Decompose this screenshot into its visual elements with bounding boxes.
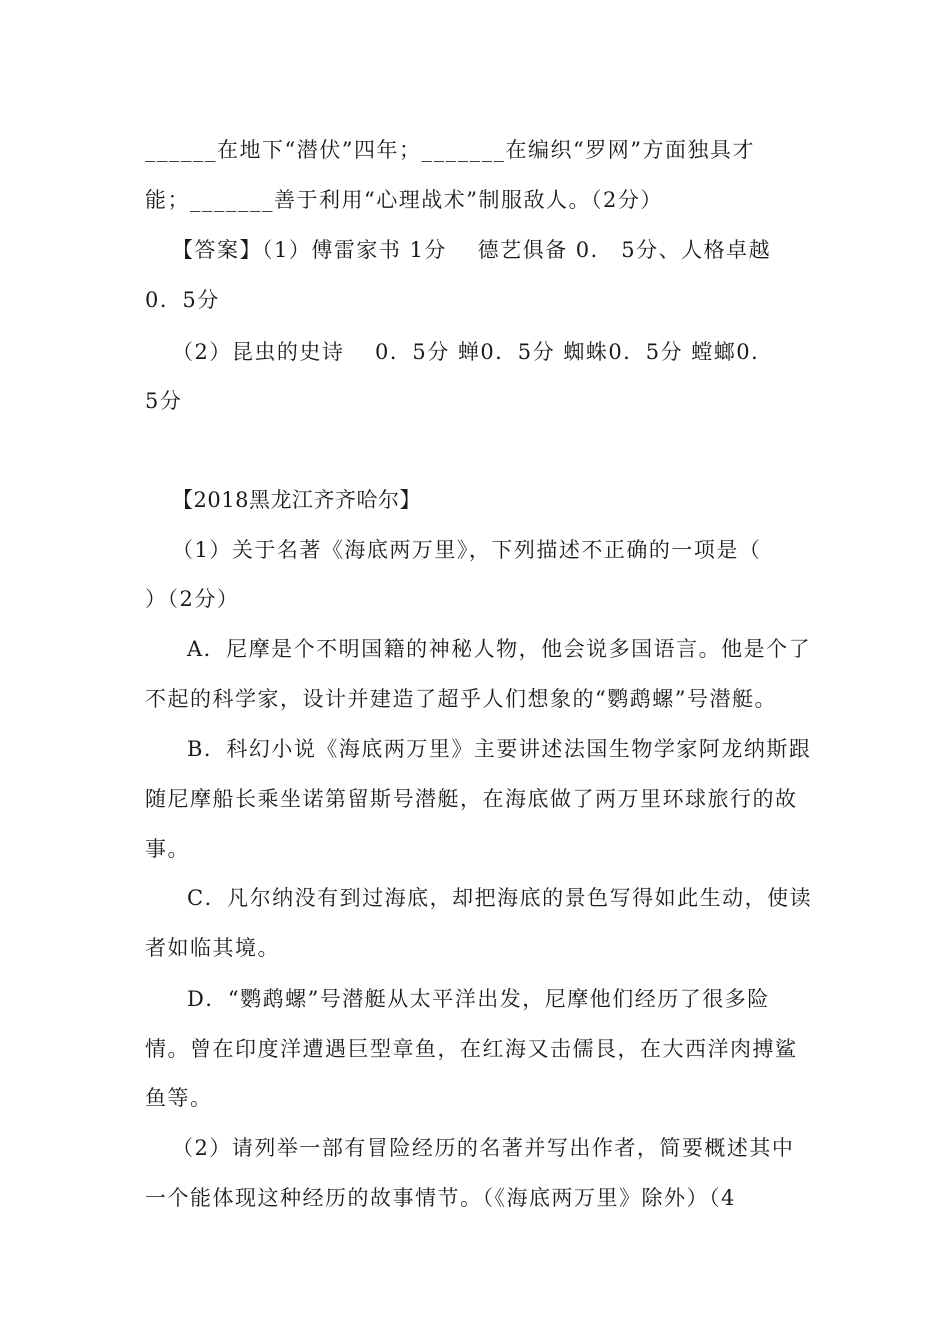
question-line: （1）关于名著《海底两万里》，下列描述不正确的一项是（	[172, 538, 762, 562]
option-a-line: A．尼摩是个不明国籍的神秘人物，他会说多国语言。他是个了	[187, 637, 812, 661]
answer-line: 5分	[145, 389, 183, 413]
question-line: 一个能体现这种经历的故事情节。（《海底两万里》除外）（4	[145, 1186, 736, 1210]
question-line: （2）请列举一部有冒险经历的名著并写出作者，简要概述其中	[172, 1136, 795, 1160]
option-b-line: 随尼摩船长乘坐诺第留斯号潜艇，在海底做了两万里环球旅行的故	[145, 787, 798, 811]
answer-line: 0．5分	[145, 288, 220, 312]
section-heading: 【2018黑龙江齐齐哈尔】	[172, 488, 421, 512]
option-d-line: 鱼等。	[145, 1086, 213, 1110]
option-d-line: 情。曾在印度洋遭遇巨型章鱼，在红海又击儒艮，在大西洋肉搏鲨	[145, 1037, 798, 1061]
text-line: 能；_______善于利用“心理战术”制服敌人。（2分）	[145, 188, 663, 212]
text-line: ______在地下“潜伏”四年；_______在编织“罗网”方面独具才	[145, 138, 755, 162]
option-a-line: 不起的科学家，设计并建造了超乎人们想象的“鹦鹉螺”号潜艇。	[145, 687, 777, 711]
option-b-line: 事。	[145, 837, 190, 861]
answer-line: （2）昆虫的史诗 0．5分 蝉0．5分 蜘蛛0．5分 螳螂0．	[172, 340, 774, 364]
option-d-line: D．“鹦鹉螺”号潜艇从太平洋出发，尼摩他们经历了很多险	[187, 987, 770, 1011]
option-c-line: 者如临其境。	[145, 936, 280, 960]
answer-line: 【答案】（1）傅雷家书 1分 德艺俱备 0． 5分、人格卓越	[172, 238, 772, 262]
question-line: ）（2分）	[145, 587, 240, 611]
option-c-line: C．凡尔纳没有到过海底，却把海底的景色写得如此生动，使读	[187, 886, 813, 910]
option-b-line: B．科幻小说《海底两万里》主要讲述法国生物学家阿龙纳斯跟	[187, 737, 812, 761]
